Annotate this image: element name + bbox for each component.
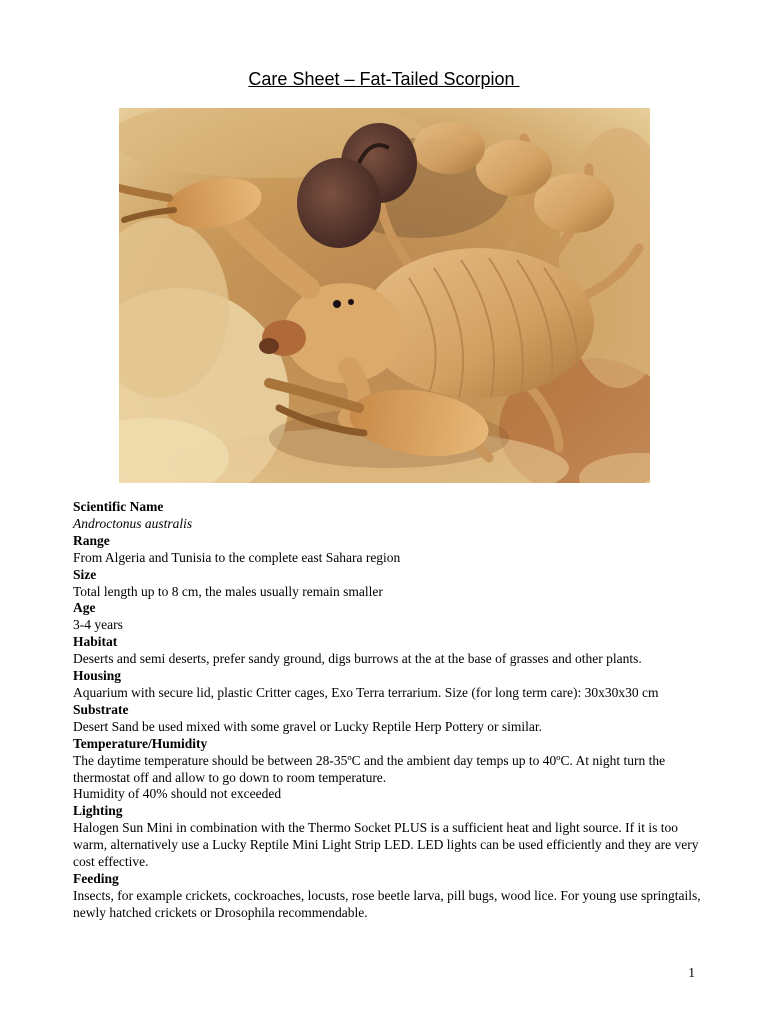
section-body-scientific-name: Androctonus australis [73,515,193,531]
section-body-range: From Algeria and Tunisia to the complete east Sahara region [73,549,401,565]
section-body-lighting: Halogen Sun Mini in combination with the Thermo Socket PLUS is a sufficient heat and light source. If it is too warm, alternatively use a Lucky Reptile Mini Light Strip LED. LED lights can be used efficiently and they are very cost effective. [73,820,699,870]
section-heading-lighting: Lighting [73,803,123,819]
section-body-temperature: The daytime temperature should be between 28-35ºC and the ambient day temps up to 40ºC. At night turn the thermostat off and allow to go down to room temperature. [73,752,666,785]
scorpion-photo [119,108,650,483]
section-heading-feeding: Feeding [73,870,119,886]
document-title: Care Sheet – Fat-Tailed Scorpion [248,69,520,89]
section-heading-temperature-humidity: Temperature/Humidity [73,735,208,751]
section-body-size: Total length up to 8 cm, the males usually remain smaller [73,583,383,599]
care-sheet-content [73,499,703,922]
section-body-age: 3-4 years [73,617,123,633]
page-number: 1 [688,965,695,980]
section-heading-age: Age [73,600,96,616]
section-body-substrate: Desert Sand be used mixed with some gravel or Lucky Reptile Herp Pottery or similar. [73,718,543,734]
section-body-housing: Aquarium with secure lid, plastic Critter cages, Exo Terra terrarium. Size (for long term care): 30x30x30 cm [73,684,659,700]
section-heading-housing: Housing [73,668,122,684]
section-heading-scientific-name: Scientific Name [73,499,164,514]
section-heading-size: Size [73,566,97,582]
section-body-humidity: Humidity of 40% should not exceeded [73,786,282,802]
section-body-feeding: Insects, for example crickets, cockroaches, locusts, rose beetle larva, pill bugs, wood lice. For young use springtails, newly hatched crickets or Drosophila recommendable. [73,887,701,920]
section-heading-habitat: Habitat [73,634,118,650]
section-body-habitat: Deserts and semi deserts, prefer sandy ground, digs burrows at the at the base of grasses and other plants. [73,651,642,667]
section-heading-substrate: Substrate [73,701,129,717]
section-heading-range: Range [73,532,110,548]
